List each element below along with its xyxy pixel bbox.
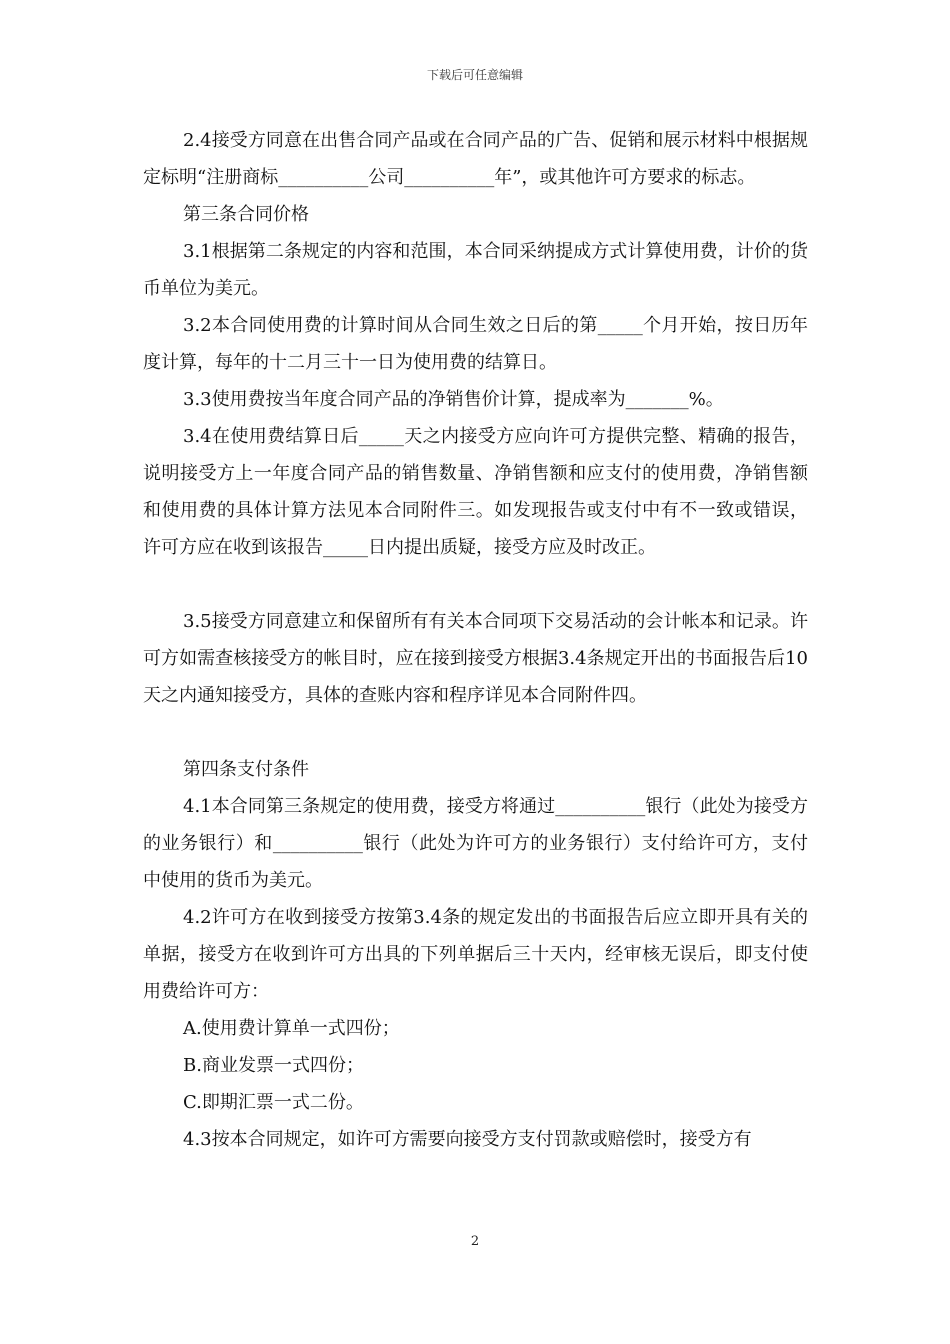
list-item-c: C.即期汇票一式二份。 — [183, 1092, 364, 1113]
document-body — [143, 122, 808, 1158]
article-3-heading: 第三条合同价格 — [183, 204, 309, 225]
clause-3-4: 3.4在使用费结算日后_____天之内接受方应向许可方提供完整、精确的报告，说明接受方上一年度合同产品的销售数量、净销售额和应支付的使用费，净销售额和使用费的具体计算方法见本合同附件三。如发现报告或支付中有不一致或错误，许可方应在收到该报告_____日内提出质疑，接受方应及时改正。 — [143, 426, 808, 558]
clause-3-5: 3.5接受方同意建立和保留所有有关本合同项下交易活动的会计帐本和记录。许可方如需查核接受方的帐目时，应在接到接受方根据3.4条规定开出的书面报告后10天之内通知接受方，具体的查账内容和程序详见本合同附件四。 — [143, 611, 808, 706]
clause-4-3: 4.3按本合同规定，如许可方需要向接受方支付罚款或赔偿时，接受方有 — [183, 1129, 752, 1150]
page-number: 2 — [470, 1234, 480, 1249]
clause-2-4: 2.4接受方同意在出售合同产品或在合同产品的广告、促销和展示材料中根据规定标明“注册商标__________公司__________年”，或其他许可方要求的标志。 — [143, 130, 808, 188]
list-item-b: B.商业发票一式四份； — [183, 1055, 364, 1076]
clause-4-1: 4.1本合同第三条规定的使用费，接受方将通过__________银行（此处为接受方的业务银行）和__________银行（此处为许可方的业务银行）支付给许可方，支付中使用的货币为美元。 — [143, 796, 808, 891]
paragraph-gap — [143, 566, 808, 603]
clause-4-2: 4.2许可方在收到接受方按第3.4条的规定发出的书面报告后应立即开具有关的单据，接受方在收到许可方出具的下列单据后三十天内，经审核无误后，即支付使用费给许可方： — [143, 907, 808, 1002]
page-header: 下载后可任意编辑 — [426, 68, 523, 82]
article-4-heading: 第四条支付条件 — [183, 759, 309, 780]
paragraph-gap — [143, 714, 808, 751]
clause-3-2: 3.2本合同使用费的计算时间从合同生效之日后的第_____个月开始，按日历年度计算，每年的十二月三十一日为使用费的结算日。 — [143, 315, 808, 373]
list-item-a: A.使用费计算单一式四份； — [183, 1018, 400, 1039]
clause-3-3: 3.3使用费按当年度合同产品的净销售价计算，提成率为_______%。 — [183, 389, 724, 410]
clause-3-1: 3.1根据第二条规定的内容和范围，本合同采纳提成方式计算使用费，计价的货币单位为美元。 — [143, 241, 808, 299]
